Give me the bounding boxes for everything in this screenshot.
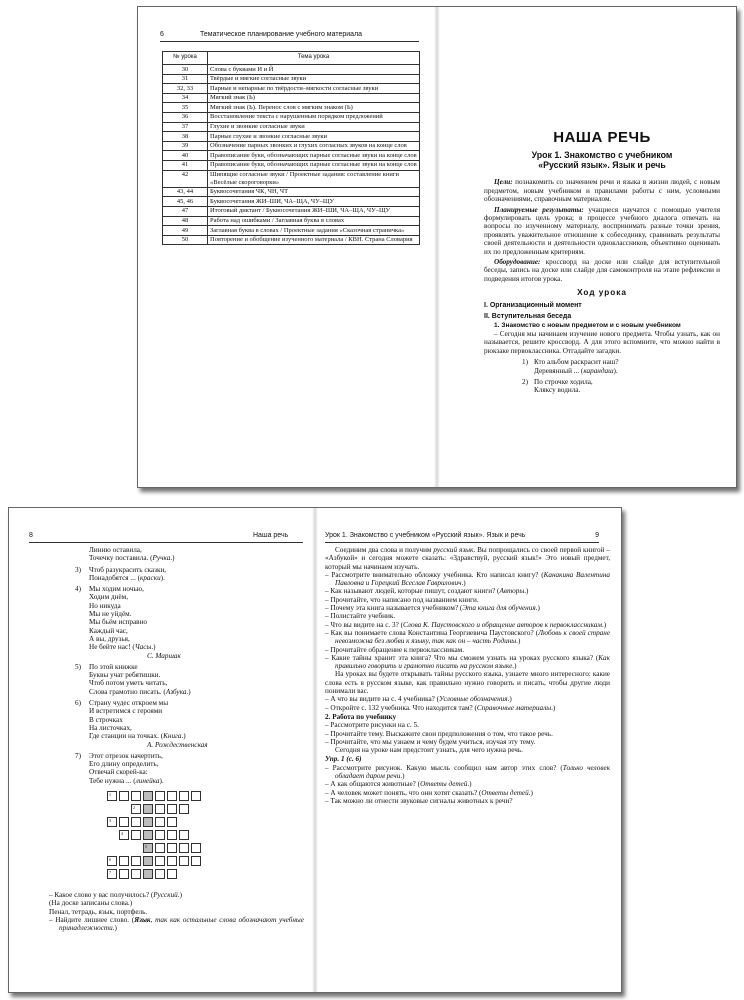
section-heading: I. Организационный момент xyxy=(484,301,582,309)
text-span: Упр. 1 (с. 6) xyxy=(325,755,362,764)
crossword-cell xyxy=(191,843,201,853)
answer-text: русский язык xyxy=(433,546,474,554)
poem-text: Не бейте нас! ( xyxy=(89,643,135,652)
riddle-line: Кляксу водила. xyxy=(534,386,581,395)
poem-line xyxy=(89,688,191,696)
crossword-cell xyxy=(167,856,177,866)
poem-answer: Часы xyxy=(134,643,152,652)
text-span: – А что вы видите на с. 4 учебника? ( xyxy=(325,695,440,704)
answer-text: Ответы детей xyxy=(481,788,529,797)
subsection-heading xyxy=(325,713,610,721)
course-heading: Ход урока xyxy=(577,288,627,298)
text-span: – Какие тайны хранит эта книга? Что мы сможем узнать на уроках русского языка? ( xyxy=(325,653,599,662)
poem-line: Линию оставила, xyxy=(89,546,142,554)
poem-line: Чтоб разукрасить сказки, xyxy=(89,565,167,574)
poem-line: Буквы учат ребятишки. xyxy=(89,671,161,680)
poem-answer: Ручка xyxy=(152,554,171,563)
dialogue-line xyxy=(325,646,610,654)
table-row xyxy=(163,103,420,113)
goals-text: познакомить со значением речи и языка в жизни людей, с новым предметом, новым учебником и правилами работы с ним, условными обозначениями, справочным материалом. xyxy=(484,178,720,204)
riddle-number: 5) xyxy=(75,662,81,671)
poem-text: .) xyxy=(151,643,156,652)
lesson-title-line2: «Русский язык». Язык и речь xyxy=(538,160,666,171)
text-span: – Рассмотрите внимательно обложку учебника. Кто написал книгу? ( xyxy=(325,570,544,579)
q-end: .) xyxy=(112,924,117,933)
text-span: – Что вы видите на с. 3? ( xyxy=(325,620,403,629)
poem-text: .) xyxy=(186,687,191,696)
lesson-number: 40 xyxy=(163,151,208,161)
poem-line xyxy=(89,732,208,740)
crossword-cell xyxy=(119,817,129,827)
running-header xyxy=(160,29,419,42)
text-span: .) xyxy=(461,579,466,588)
lesson-number: 31 xyxy=(163,74,208,84)
riddles-continued xyxy=(49,546,304,933)
q-answer: Русский xyxy=(153,891,178,900)
dialogue-line xyxy=(325,621,610,629)
results-text: учащиеся научатся с помощью учителя формулировать цель урока; в процессе учебного диалога отвечать на вопросы по изученному материалу, воспринимать разные точки зрения, проявлять уважительное отношение к собеседнику, сравнивать результаты своей деятельности и деятельности одноклассников, объективно оценивать их по предложенным критериям. xyxy=(484,205,721,256)
crossword-cell xyxy=(191,856,201,866)
header-title: Тематическое планирование учебного материала xyxy=(200,31,363,38)
table-row xyxy=(163,197,420,207)
poem-author: С. Маршак xyxy=(147,651,181,660)
poem-line: Страну чудес откроем мы xyxy=(89,699,169,708)
lesson-topic: Обозначение парных звонких и глухих согласных звуков на конце слов xyxy=(208,141,420,151)
crossword-cell xyxy=(179,843,189,853)
riddle xyxy=(75,699,304,749)
results-label: Планируемые результаты: xyxy=(494,205,584,214)
answer-text: Канакина Валентина Павловна и Горецкий Всеслав Гаврилович xyxy=(335,570,610,588)
crossword-number: 6 xyxy=(109,857,111,863)
crossword-cell xyxy=(107,817,117,827)
running-header xyxy=(29,530,303,543)
lesson-number: 38 xyxy=(163,132,208,142)
crossword-number: 7 xyxy=(109,870,111,876)
section-heading: II. Вступительная беседа xyxy=(484,313,572,321)
riddle xyxy=(522,378,720,395)
lesson-topic: Итоговый диктант / Буквосочетания ЖИ–ШИ, ЧА–ЩА, ЧУ–ЩУ xyxy=(208,206,420,216)
poem-text: ). xyxy=(160,573,165,582)
dialogue-line xyxy=(325,612,610,620)
lesson-number: 34 xyxy=(163,93,208,103)
poem-text: Где станции на точках. ( xyxy=(89,732,164,741)
crossword-cell xyxy=(167,817,177,827)
crossword-cell xyxy=(155,817,165,827)
riddle-number: 2) xyxy=(522,377,528,386)
dialogue-line xyxy=(325,604,610,612)
crossword-cell xyxy=(155,804,165,814)
goals-label: Цели: xyxy=(494,178,513,187)
paragraph xyxy=(325,746,610,754)
dialogue-line xyxy=(325,587,610,595)
crossword-cell xyxy=(179,804,189,814)
table-row xyxy=(163,84,420,94)
text-span: .) xyxy=(551,703,556,712)
crossword-grid xyxy=(107,791,231,887)
table-row xyxy=(163,170,420,187)
intro-text: – Сегодня мы начинаем изучение нового предмета. Чтобы узнать, как он называется, решите кроссворд. А для этого вспомните, что можно найти в рюкзаке первоклассника. Отгадайте загадки. xyxy=(484,329,720,355)
lesson-topic: Правописание букв, обозначающих парные согласные звуки на конце слов xyxy=(208,160,420,170)
lesson-topic: Парные и непарные по твёрдости–мягкости согласные звуки xyxy=(208,84,420,94)
table-row xyxy=(163,160,420,170)
text-span: 2. Работа по учебнику xyxy=(325,712,397,721)
table-row xyxy=(163,122,420,132)
poem-line xyxy=(89,574,166,582)
table-row xyxy=(163,141,420,151)
poem-text: .) xyxy=(181,732,186,741)
table-row xyxy=(163,235,420,245)
poem-line: Его длину определить, xyxy=(89,760,159,769)
table-row xyxy=(163,74,420,84)
question-line xyxy=(49,891,304,899)
poem-text: ). xyxy=(159,776,164,785)
poem-line: Каждый час, xyxy=(89,626,128,635)
lesson-number: 43, 44 xyxy=(163,187,208,197)
chapter-title: НАША РЕЧЬ xyxy=(553,129,651,146)
text-span: – Прочитайте, что написано под названием книги. xyxy=(325,595,479,604)
answer-text: Любовь к своей стране невозможна без любви к языку, так как он – часть Родины xyxy=(335,628,611,646)
riddle-number: 1) xyxy=(522,358,528,367)
text-span: Сегодня на уроке нам предстоит узнать, для чего нужна речь. xyxy=(335,746,523,755)
riddle-text: Деревянный ... ( xyxy=(534,366,584,375)
lesson-topic: Работа над ошибками / Заглавная буква в словах xyxy=(208,216,420,226)
answer-text: Ответы детей xyxy=(420,780,468,789)
text-span: – Рассмотрите рисунок. Какую мысль сообщил нам автор этих слов? ( xyxy=(325,763,563,772)
q-text: – Найдите лишнее слово. ( xyxy=(49,915,135,924)
text-span: – Откройте с. 132 учебника. Что находится там? ( xyxy=(325,703,477,712)
riddle xyxy=(75,662,304,696)
dialogue-line xyxy=(325,738,610,746)
poem-line: Ходим днём, xyxy=(89,593,129,602)
page-9 xyxy=(315,508,621,992)
text-span: .) xyxy=(467,780,472,789)
crossword-cell xyxy=(131,856,141,866)
text-span: .) xyxy=(507,695,512,704)
poem-line xyxy=(89,777,164,785)
crossword-number: 3 xyxy=(109,818,111,824)
riddle xyxy=(75,751,304,785)
goals-paragraph xyxy=(484,178,720,203)
poem-line: Этот отрезок начертить, xyxy=(89,751,163,760)
riddle xyxy=(522,358,720,375)
poem-answer: Книга xyxy=(163,732,182,741)
poem-answer: линейка xyxy=(135,776,160,785)
lesson-number: 50 xyxy=(163,235,208,245)
lesson-number: 32, 33 xyxy=(163,84,208,94)
equipment-label: Оборудование: xyxy=(494,258,541,267)
crossword-cell xyxy=(119,869,129,879)
poem-line xyxy=(89,554,304,562)
poem-line: По этой книжке xyxy=(89,662,138,671)
poem-end: .) xyxy=(170,554,175,563)
lesson-number: 37 xyxy=(163,122,208,132)
lesson-topic: Восстановление текста с нарушенным порядком предложений xyxy=(208,112,420,122)
table-row xyxy=(163,216,420,226)
crossword-cell xyxy=(179,791,189,801)
text-span: . Вы попрощались со своей первой книгой – «Азбукой» и сегодня можете сказать: «Здравствуй, русский язык!» Это новый предмет, который мы начинаем изучать. xyxy=(325,546,610,571)
text-span: На уроках вы будете открывать тайны русского языка, узнаете много интересного: какие слова есть в русском языке, как правильно нужно говорить и писать, чтобы другие люди понимали вас. xyxy=(325,670,610,696)
lesson-plan-table xyxy=(162,51,420,245)
riddle-number: 6) xyxy=(75,699,81,708)
page-number: 6 xyxy=(160,31,164,38)
q-answer: , так как остальные слова обозначают учебные принадлежности xyxy=(59,915,304,933)
dialogue-line xyxy=(325,780,610,788)
equipment-paragraph xyxy=(484,258,720,283)
text-span: .) xyxy=(512,662,517,671)
dialogue-line xyxy=(325,721,610,729)
text-span: – Почему эта книга называется учебником? ( xyxy=(325,604,463,613)
answer-text: Условные обозначения xyxy=(439,695,508,704)
text-span: .) xyxy=(400,772,405,781)
lesson-number: 48 xyxy=(163,216,208,226)
q-end: .) xyxy=(177,891,182,900)
answer-text: Слова К. Паустовского и обращение авторов к первоклассникам xyxy=(402,620,602,629)
crossword-cell xyxy=(143,856,153,866)
riddle-line: Кто альбом раскрасит наш? xyxy=(534,358,619,367)
lesson-number: 39 xyxy=(163,141,208,151)
text-span: – Так можно ли отнести звуковые сигналы животных к речи? xyxy=(325,796,513,805)
answer-text: Эта книга для обучения xyxy=(462,604,536,613)
crossword-cell xyxy=(143,843,153,853)
poem-line: Мы бьём исправно xyxy=(89,618,147,627)
poem-line: Отвечай скорей-ка: xyxy=(89,768,148,777)
text-span: – А человек может понять, что они хотят сказать? ( xyxy=(325,788,482,797)
crossword-cell xyxy=(143,869,153,879)
riddle-line xyxy=(534,367,619,375)
crossword-cell xyxy=(107,856,117,866)
subsection-heading: 1. Знакомство с новым предметом и с новым учебником xyxy=(494,321,681,329)
crossword-cell xyxy=(143,830,153,840)
riddle-end: ). xyxy=(613,366,618,375)
crossword-cell xyxy=(119,856,129,866)
lesson-topic: Мягкий знак (Ь). Перенос слов с мягким знаком (Ь) xyxy=(208,103,420,113)
lesson-number: 41 xyxy=(163,160,208,170)
lesson-topic: Парные глухие и звонкие согласные звуки xyxy=(208,132,420,142)
text-span: – Прочитайте обращение к первоклассникам. xyxy=(325,645,464,654)
dialogue-line xyxy=(325,654,610,671)
crossword-cell xyxy=(143,804,153,814)
board-words: Пенал, тетрадь, язык, портфель. xyxy=(49,907,148,916)
text-span: – Полистайте учебник. xyxy=(325,612,396,621)
answer-text: Только человек обладает даром речи xyxy=(335,763,610,781)
dialogue-line xyxy=(325,764,610,781)
lesson-topic: Повторение и обобщение изученного материала / КВН. Страна Словария xyxy=(208,235,420,245)
after-crossword xyxy=(49,891,304,932)
riddle-answer: карандаш xyxy=(583,366,614,375)
page-7 xyxy=(438,7,736,487)
lesson-title xyxy=(484,150,720,170)
table-row xyxy=(163,226,420,236)
dialogue-line xyxy=(325,789,610,797)
crossword-cell xyxy=(119,791,129,801)
text-span: – Рассмотрите рисунки на с. 5. xyxy=(325,721,419,730)
riddle xyxy=(75,565,304,583)
lesson-number: 45, 46 xyxy=(163,197,208,207)
crossword-cell xyxy=(131,804,141,814)
running-header xyxy=(325,530,599,543)
dialogue-line xyxy=(325,571,610,588)
question-line xyxy=(49,916,304,933)
text-span: .) xyxy=(535,604,540,613)
poem-line: На листочках, xyxy=(89,723,132,732)
text-span: – Прочитайте, что мы узнаем и чему будем учиться, изучая эту тему. xyxy=(325,737,536,746)
lesson-topic: Правописание букв, обозначающих парные согласные звуки на конце слов xyxy=(208,151,420,161)
poem-line: Чтоб потом уметь читать, xyxy=(89,679,168,688)
crossword-cell xyxy=(131,791,141,801)
dialogue-line xyxy=(325,797,610,805)
page-8 xyxy=(9,508,313,992)
paragraph xyxy=(325,546,610,571)
crossword-number: 2 xyxy=(133,805,135,811)
q-text: – Какое слово у вас получилось? ( xyxy=(49,891,154,900)
dialogue-line xyxy=(325,695,610,703)
page-number: 9 xyxy=(595,532,599,539)
column-header-number: № урока xyxy=(163,52,208,65)
poem-answer: краски xyxy=(139,573,161,582)
riddle-number: 3) xyxy=(75,565,81,574)
lesson-number: 47 xyxy=(163,206,208,216)
dialogue-line xyxy=(325,629,610,646)
header-title: Урок 1. Знакомство с учебником «Русский язык». Язык и речь xyxy=(325,532,526,539)
table-row xyxy=(163,93,420,103)
lesson-topic: Слова с буквами И и Й xyxy=(208,65,420,75)
lesson-number: 35 xyxy=(163,103,208,113)
lesson-topic: Твёрдые и мягкие согласные звуки xyxy=(208,74,420,84)
header-title: Наша речь xyxy=(253,532,289,539)
crossword-cell xyxy=(155,791,165,801)
lesson-title-line1: Урок 1. Знакомство с учебником xyxy=(531,150,673,161)
crossword-number: 1 xyxy=(109,792,111,798)
lesson-topic: Заглавная буква в словах / Проектные задания «Сказочная страничка» xyxy=(208,226,420,236)
subsection-heading xyxy=(325,755,610,763)
poem-line: Но никуда xyxy=(89,601,121,610)
table-row xyxy=(163,132,420,142)
crossword-cell xyxy=(107,869,117,879)
poem-text: Слова грамотно писать. ( xyxy=(89,687,166,696)
crossword-cell xyxy=(131,869,141,879)
text-span: – Как называют людей, которые пишут, создают книги? ( xyxy=(325,587,500,596)
crossword-cell xyxy=(191,791,201,801)
lesson-topic: Буквосочетания ЧК, ЧН, ЧТ xyxy=(208,187,420,197)
crossword-cell xyxy=(155,830,165,840)
poem-line: Мы не уйдём. xyxy=(89,610,132,619)
dialogue-line xyxy=(325,730,610,738)
riddle-number: 7) xyxy=(75,751,81,760)
crossword-cell xyxy=(143,817,153,827)
table-row xyxy=(163,65,420,75)
crossword-cell xyxy=(143,791,153,801)
poem-continued xyxy=(75,546,304,785)
poem-line: В строчках xyxy=(89,715,123,724)
crossword-cell xyxy=(131,817,141,827)
poem-author: А. Рождественская xyxy=(147,740,208,749)
crossword-cell xyxy=(167,843,177,853)
column-header-topic: Тема урока xyxy=(208,52,420,65)
board-note: (На доске записаны слова.) xyxy=(49,899,133,908)
crossword-cell xyxy=(179,856,189,866)
riddle-list xyxy=(522,358,720,395)
poem-line: Мы ходим ночью, xyxy=(89,585,144,594)
poem-line: А вы, друзья, xyxy=(89,634,130,643)
riddle-line: По строчке ходила, xyxy=(534,377,593,386)
text-span: .) xyxy=(524,587,529,596)
poem-line: И встретимся с героями xyxy=(89,707,163,716)
poem-answer: Азбука xyxy=(165,687,187,696)
poem-line xyxy=(89,643,181,651)
lesson-number: 30 xyxy=(163,65,208,75)
table-row xyxy=(163,151,420,161)
riddle-number: 4) xyxy=(75,585,81,594)
lesson-number: 42 xyxy=(163,170,208,187)
book-spread-top xyxy=(137,6,737,488)
poem-text: Тебе нужна ... ( xyxy=(89,776,136,785)
crossword-number: 4 xyxy=(121,831,123,837)
crossword-cell xyxy=(155,869,165,879)
crossword-cell xyxy=(167,830,177,840)
text-span: .) xyxy=(601,620,607,629)
answer-text: Справочные материалы xyxy=(476,703,552,712)
book-spread-bottom xyxy=(8,507,622,993)
crossword-cell xyxy=(155,843,165,853)
text-span: – А как общаются животные? ( xyxy=(325,780,421,789)
text-span: Соединим два слова и получим xyxy=(335,546,434,554)
results-paragraph xyxy=(484,206,720,256)
lesson-number: 36 xyxy=(163,112,208,122)
page-number: 8 xyxy=(29,532,33,539)
page-6 xyxy=(138,7,435,487)
crossword-cell xyxy=(119,830,129,840)
paragraph xyxy=(325,670,610,695)
lesson-topic: Глухие и звонкие согласные звуки xyxy=(208,122,420,132)
lesson-dialogue xyxy=(325,546,610,805)
riddle xyxy=(75,585,304,660)
crossword-cell xyxy=(131,830,141,840)
text-span: – Прочитайте тему. Выскажите свои предположения о том, что такое речь. xyxy=(325,729,553,738)
lesson-number: 49 xyxy=(163,226,208,236)
table-row xyxy=(163,187,420,197)
crossword-number: 5 xyxy=(145,844,147,850)
text-span: .) xyxy=(516,637,521,646)
answer-text: Авторы xyxy=(499,587,525,596)
lesson-intro xyxy=(484,129,721,398)
lesson-topic: Буквосочетания ЖИ–ШИ, ЧА–ЩА, ЧУ–ЩУ xyxy=(208,197,420,207)
text-span: – Как вы понимаете слова Константина Георгиевича Паустовского? ( xyxy=(325,628,539,637)
crossword-cell xyxy=(167,869,177,879)
crossword-cell xyxy=(107,791,117,801)
q-answer-bold: Язык xyxy=(134,915,151,924)
dialogue-line xyxy=(325,704,610,712)
lesson-topic: Мягкий знак (Ь) xyxy=(208,93,420,103)
crossword-cell xyxy=(167,804,177,814)
text-span: .) xyxy=(528,788,533,797)
poem-text: Точечку поставила. ( xyxy=(89,554,153,563)
dialogue-line xyxy=(325,596,610,604)
poem-text: Понадобятся ... ( xyxy=(89,573,140,582)
equipment-text: кроссворд на доске или слайде для вступительной беседы, запись на доске или слайде для самоконтроля на этапе рефлексии и подведения итогов урока. xyxy=(484,258,720,283)
lesson-topic: Шипящие согласные звуки / Проектные задания: составление книги «Весёлые скороговорки» xyxy=(208,170,420,187)
table-row xyxy=(163,206,420,216)
crossword-cell xyxy=(179,830,189,840)
crossword-cell xyxy=(155,856,165,866)
table-row xyxy=(163,112,420,122)
answer-text: Как правильно говорить и грамотно писать на русском языке xyxy=(335,653,610,671)
crossword-cell xyxy=(167,791,177,801)
